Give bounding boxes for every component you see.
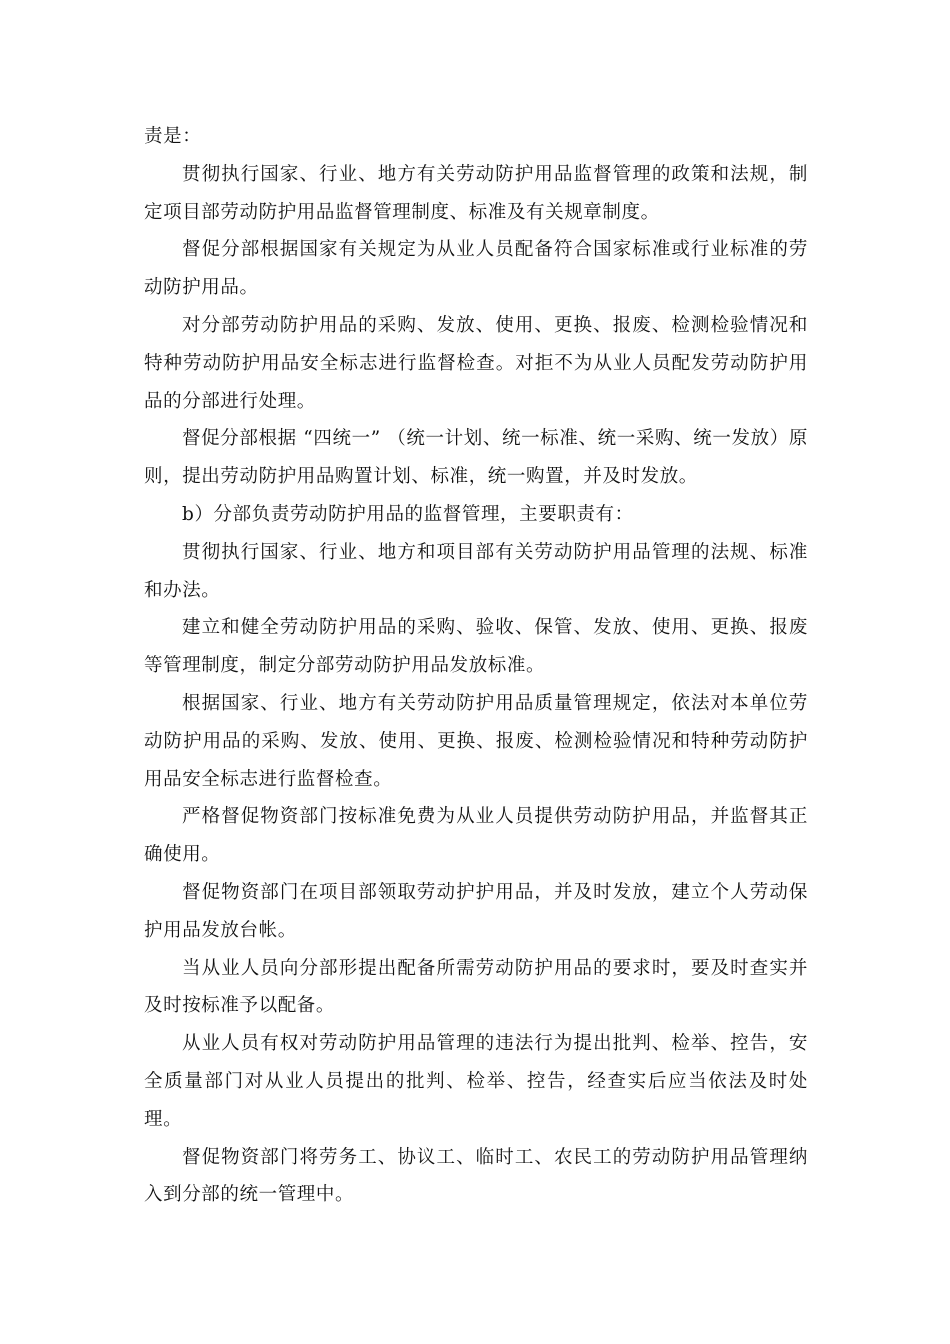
paragraph: 根据国家、行业、地方有关劳动防护用品质量管理规定，依法对本单位劳动防护用品的采购、发放、使用、更换、报废、检测检验情况和特种劳动防护用品安全标志进行监督检查。 — [144, 692, 808, 790]
paragraph: 严格督促物资部门按标准免费为从业人员提供劳动防护用品，并监督其正确使用。 — [144, 806, 808, 866]
paragraph: 当从业人员向分部形提出配备所需劳动防护用品的要求时，要及时查实并及时按标准予以配备。 — [144, 957, 808, 1017]
paragraph: 督促分部根据 “四统一” （统一计划、统一标准、统一采购、统一发放）原则，提出劳动防护用品购置计划、标准，统一购置，并及时发放。 — [144, 428, 808, 488]
paragraph: 督促物资部门在项目部领取劳动护护用品，并及时发放，建立个人劳动保护用品发放台帐。 — [144, 881, 808, 941]
section-heading-b: b）分部负责劳动防护用品的监督管理，主要职责有： — [182, 503, 634, 525]
paragraph: 督促分部根据国家有关规定为从业人员配备符合国家标准或行业标准的劳动防护用品。 — [144, 239, 808, 299]
paragraph: 贯彻执行国家、行业、地方和项目部有关劳动防护用品管理的法规、标准和办法。 — [144, 541, 808, 601]
paragraph: 督促物资部门将劳务工、协议工、临时工、农民工的劳动防护用品管理纳入到分部的统一管理中。 — [144, 1146, 808, 1206]
paragraph: 对分部劳动防护用品的采购、发放、使用、更换、报废、检测检验情况和特种劳动防护用品安全标志进行监督检查。对拒不为从业人员配发劳动防护用品的分部进行处理。 — [144, 314, 808, 412]
paragraph: 责是： — [144, 126, 202, 147]
paragraph: 贯彻执行国家、行业、地方有关劳动防护用品监督管理的政策和法规，制定项目部劳动防护用品监督管理制度、标准及有关规章制度。 — [144, 163, 808, 223]
paragraph: 从业人员有权对劳动防护用品管理的违法行为提出批判、检举、控告，安全质量部门对从业人员提出的批判、检举、控告，经查实后应当依法及时处理。 — [144, 1033, 808, 1130]
paragraph: 建立和健全劳动防护用品的采购、验收、保管、发放、使用、更换、报废等管理制度，制定分部劳动防护用品发放标准。 — [144, 617, 808, 677]
document-body — [144, 118, 808, 1214]
